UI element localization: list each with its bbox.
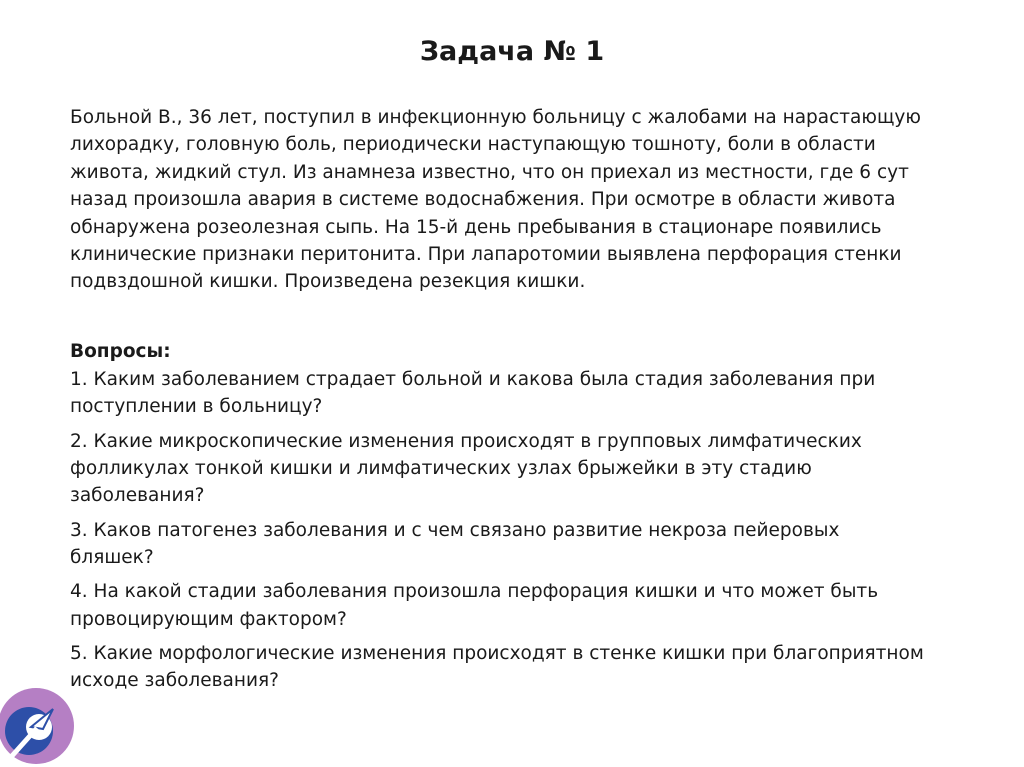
case-line: обнаружена розеолезная сыпь. На 15-й день пребывания в стационаре появились	[70, 216, 882, 238]
question-item	[70, 366, 924, 421]
question-item	[70, 517, 924, 572]
questions-list	[70, 366, 924, 701]
question-line: бляшек?	[70, 547, 154, 569]
question-line: 1. Каким заболеванием страдает больной и какова была стадия заболевания при	[70, 369, 876, 390]
question-line: 4. На какой стадии заболевания произошла перфорация кишки и что может быть	[70, 581, 879, 603]
case-description	[70, 104, 921, 296]
case-line: живота, жидкий стул. Из анамнеза известно, что он приехал из местности, где 6 сут	[70, 161, 909, 183]
question-line: 2. Какие микроскопические изменения происходят в групповых лимфатических	[70, 430, 862, 452]
question-item	[70, 428, 924, 510]
question-line: фолликулах тонкой кишки и лимфатических узлах брыжейки в эту стадию	[70, 458, 812, 480]
logo-icon[interactable]	[0, 687, 75, 765]
slide-title: Задача № 1	[419, 36, 605, 67]
question-line: 3. Каков патогенез заболевания и с чем связано развитие некроза пейеровых	[70, 519, 840, 541]
question-line: поступлении в больницу?	[70, 396, 323, 418]
case-line: назад произошла авария в системе водоснабжения. При осмотре в области живота	[70, 189, 896, 211]
question-line: исходе заболевания?	[70, 670, 279, 692]
question-line: 5. Какие морфологические изменения происходят в стенке кишки при благоприятном	[70, 642, 924, 664]
question-item	[70, 578, 924, 633]
questions-heading: Вопросы:	[70, 341, 171, 362]
question-item	[70, 640, 924, 695]
question-line: заболевания?	[70, 485, 205, 507]
case-line: Больной В., 36 лет, поступил в инфекционную больницу с жалобами на нарастающую	[70, 107, 921, 128]
case-line: клинические признаки перитонита. При лапаротомии выявлена перфорация стенки	[70, 244, 902, 266]
question-line: провоцирующим фактором?	[70, 608, 347, 630]
case-line: подвздошной кишки. Произведена резекция кишки.	[70, 271, 586, 293]
case-line: лихорадку, головную боль, периодически наступающую тошноту, боли в области	[70, 134, 876, 156]
